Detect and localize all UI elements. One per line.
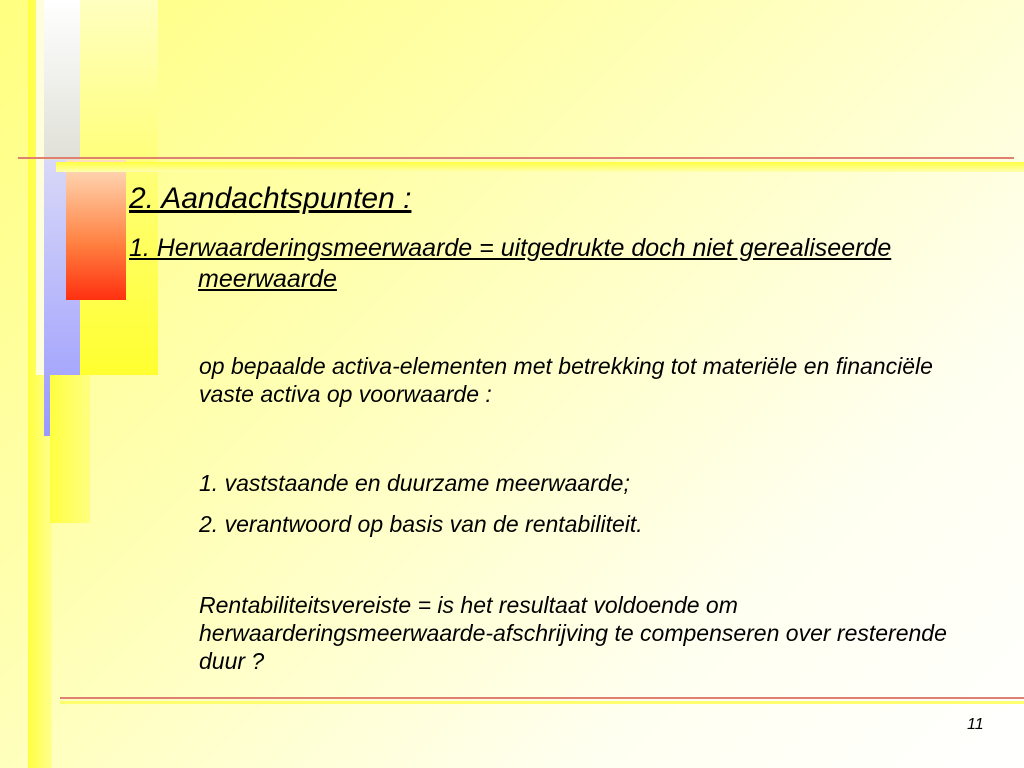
decorative-bar-yellow-lower [50, 375, 90, 523]
page-number: 11 [967, 716, 984, 733]
paragraph-conditions-intro: op bepaalde activa-elementen met betrekking tot materiële en financiële vaste activa op voorwaarde : [199, 353, 933, 407]
top-divider-line [18, 157, 1014, 159]
slide-heading: 1. Herwaarderingsmeerwaarde = uitgedrukte doch niet gerealiseerde meerwaarde [129, 234, 892, 293]
condition-item-1: 1. vaststaande en duurzame meerwaarde; [199, 470, 630, 496]
bottom-divider-line [60, 697, 1024, 699]
paragraph-rentability-question: Rentabiliteitsvereiste = is het resultaat voldoende om herwaarderingsmeerwaarde-afschrijving te compenseren over resterende duur ? [199, 592, 947, 674]
decorative-block-red [66, 160, 126, 300]
decorative-bar-grey [44, 0, 80, 160]
slide-title: 2. Aandachtspunten : [129, 182, 412, 215]
top-divider-band [56, 162, 1024, 172]
bottom-divider-band [60, 701, 1024, 704]
condition-item-2: 2. verantwoord op basis van de rentabiliteit. [199, 511, 643, 537]
